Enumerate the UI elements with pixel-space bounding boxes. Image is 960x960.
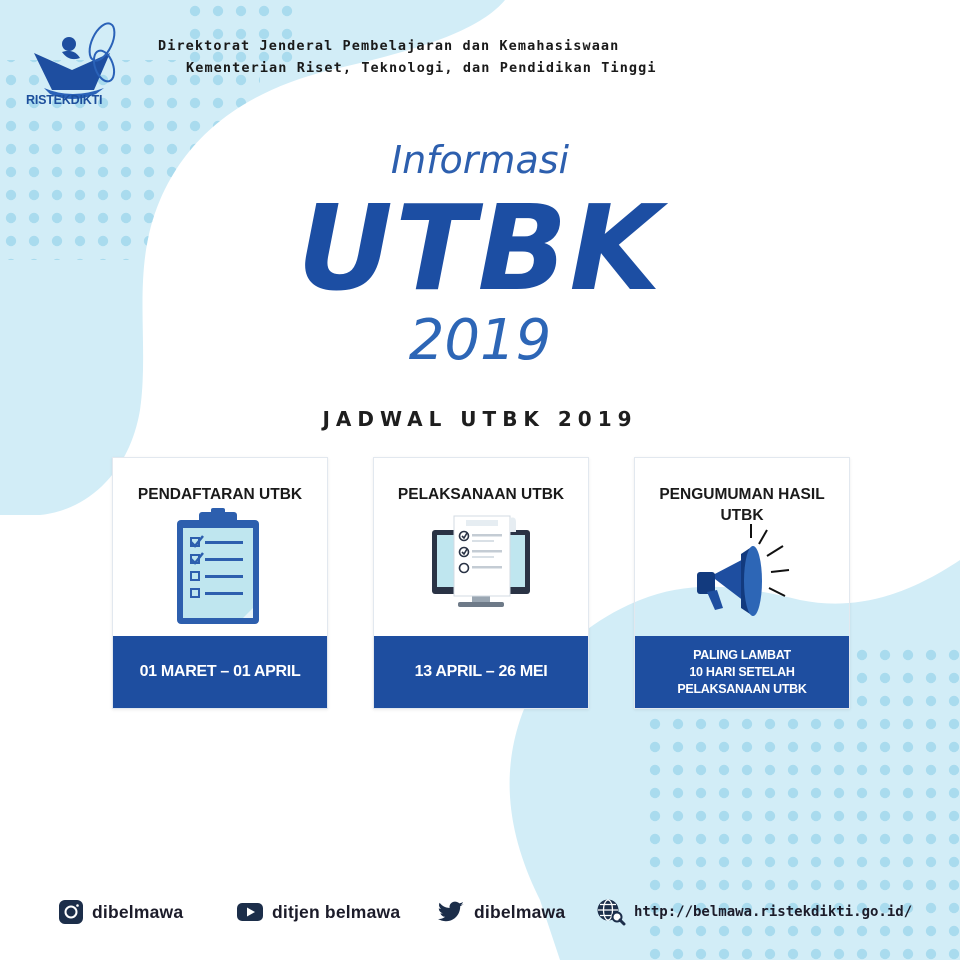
instagram-icon [58, 899, 84, 925]
logo-text: RISTEKDIKTI [26, 93, 103, 107]
footer-website[interactable] [596, 898, 912, 926]
twitter-icon [438, 899, 466, 925]
card-pendaftaran [112, 457, 328, 709]
header-ministry: Kementerian Riset, Teknologi, dan Pendidikan Tinggi [186, 60, 657, 76]
card-pelaksanaan [373, 457, 589, 709]
card-title: PENDAFTARAN UTBK [137, 486, 303, 503]
globe-search-icon [596, 898, 626, 926]
card-date: PALING LAMBAT 10 HARI SETELAH PELAKSANAAN UTBK [635, 636, 849, 708]
title-informasi: Informasi [390, 138, 570, 182]
card-pengumuman [634, 457, 850, 709]
youtube-icon [236, 899, 264, 925]
computer-test-icon [374, 458, 588, 636]
schedule-heading: JADWAL UTBK 2019 [322, 407, 638, 431]
card-date: 01 MARET – 01 APRIL [113, 636, 327, 708]
title-year: 2019 [408, 308, 552, 373]
footer-twitter[interactable] [438, 898, 565, 926]
card-title: PELAKSANAAN UTBK [397, 486, 565, 503]
title-utbk: UTBK [297, 179, 663, 317]
footer-youtube-label: ditjen belmawa [272, 901, 401, 922]
card-title: PENGUMUMAN HASIL UTBK [659, 486, 825, 524]
footer-instagram[interactable] [58, 898, 183, 926]
card-date: 13 APRIL – 26 MEI [374, 636, 588, 708]
footer-youtube[interactable] [236, 898, 400, 926]
header-directorate: Direktorat Jenderal Pembelajaran dan Kemahasiswaan [158, 38, 620, 54]
clipboard-checklist-icon [113, 458, 327, 636]
footer-website-url: http://belmawa.ristekdikti.go.id/ [634, 904, 913, 920]
megaphone-icon [635, 458, 849, 636]
footer-twitter-label: dibelmawa [474, 901, 566, 922]
footer-instagram-label: dibelmawa [92, 901, 184, 922]
